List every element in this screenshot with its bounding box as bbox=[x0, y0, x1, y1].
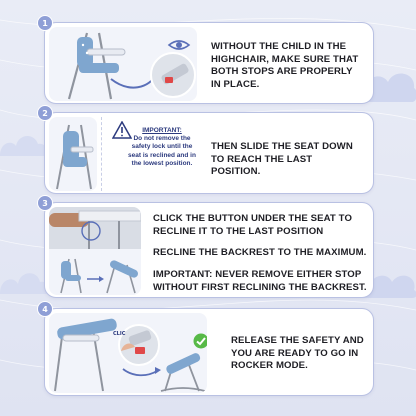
click-label: CLIC bbox=[113, 331, 126, 337]
warning-title: IMPORTANT: bbox=[142, 127, 182, 134]
highchair-reclined-image bbox=[107, 259, 139, 293]
hand-pressing-button-photo bbox=[49, 207, 141, 249]
warning-body: Do not remove the safety lock until the seat is reclined and in the lowest position. bbox=[128, 135, 196, 167]
highchair-image bbox=[61, 259, 81, 293]
warning-text bbox=[128, 127, 196, 168]
step-1-instruction: WITHOUT THE CHILD IN THE HIGHCHAIR, MAKE SURE THAT BOTH STOPS ARE PROPERLY IN PLACE. bbox=[211, 41, 359, 90]
highchair-image bbox=[55, 318, 118, 391]
step-4-instruction: RELEASE THE SAFETY AND YOU ARE READY TO GO IN ROCKER MODE. bbox=[231, 335, 364, 372]
eye-icon bbox=[167, 37, 191, 53]
step-number-badge: 2 bbox=[37, 105, 53, 121]
step-card-2 bbox=[42, 108, 374, 194]
step-card-1 bbox=[42, 18, 374, 104]
step-card-3 bbox=[42, 198, 374, 298]
step-3-line-3: IMPORTANT: NEVER REMOVE EITHER STOP WITHOUT FIRST RECLINING THE BACKREST. bbox=[153, 269, 367, 293]
step-3-line-2: RECLINE THE BACKREST TO THE MAXIMUM. bbox=[153, 247, 367, 258]
step-2-illustration bbox=[49, 117, 97, 191]
step-number-badge: 1 bbox=[37, 15, 53, 31]
step-2-warning-box bbox=[101, 117, 197, 191]
step-2-instruction: THEN SLIDE THE SEAT DOWN TO REACH THE LAST POSITION. bbox=[211, 141, 353, 178]
step-1-illustration bbox=[49, 27, 197, 101]
highchair-image bbox=[57, 125, 93, 189]
step-number-badge: 3 bbox=[37, 195, 53, 211]
step-4-illustration bbox=[49, 313, 207, 393]
step-3-illustration bbox=[49, 207, 141, 295]
highchair-rocker-image bbox=[161, 352, 205, 391]
arrow-icon bbox=[123, 369, 157, 375]
step-number-badge: 4 bbox=[37, 301, 53, 317]
highchair-image bbox=[69, 33, 125, 99]
step-card-4 bbox=[42, 304, 374, 396]
checkmark-icon bbox=[193, 333, 207, 349]
step-3-line-1: CLICK THE BUTTON UNDER THE SEAT TO RECLINE IT TO THE LAST POSITION bbox=[153, 213, 353, 237]
cloud-decoration-left bbox=[0, 120, 48, 160]
